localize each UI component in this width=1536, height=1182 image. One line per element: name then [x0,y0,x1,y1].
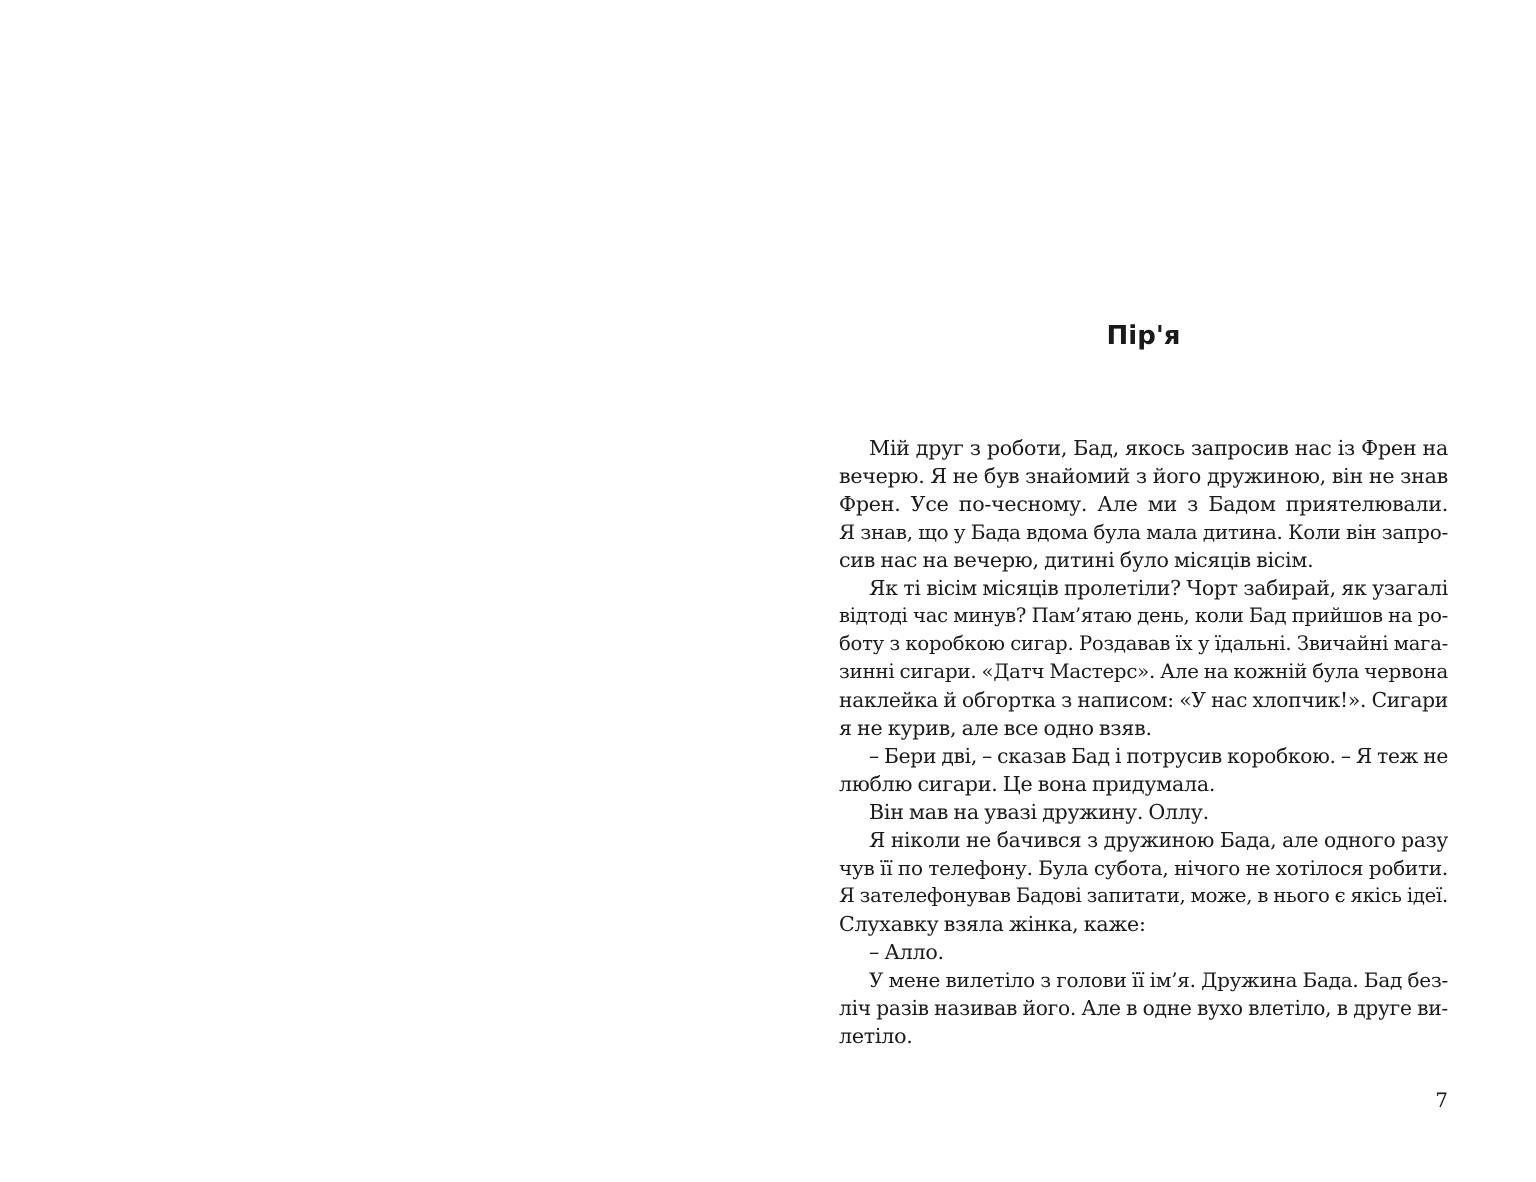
body-text [839,434,1448,1050]
text-line: У мене вилетіло з голови її ім’я. Дружина Бада. Бад без- [869,968,1448,992]
text-line: зинні сигари. «Датч Мастерс». Але на кожній була червона [839,660,1448,683]
text-line: люблю сигари. Це вона придумала. [839,772,1216,796]
text-line: сив нас на вечерю, дитині було місяців вісім. [839,548,1314,572]
text-line: – Алло. [869,940,944,964]
text-line: Мій друг з роботи, Бад, якось запросив нас із Френ на [869,436,1448,460]
text-line: Як ті вісім місяців пролетіли? Чорт забирай, як узагалі [869,576,1448,600]
text-line: чув її по телефону. Була субота, нічого не хотілося робити. [839,856,1448,880]
text-line: ліч разів називав його. Але в одне вухо влетіло, в друге ви- [839,996,1448,1020]
text-line: Френ. Усе по-чесному. Але ми з Бадом приятелювали. [839,492,1448,516]
text-line: Він мав на увазі дружину. Оллу. [869,800,1209,824]
chapter-title: Пір'я [1106,321,1181,351]
text-line: я не курив, але все одно взяв. [839,716,1152,740]
right-page [768,0,1536,1182]
text-line: Я зателефонував Бадові запитати, може, в нього є якісь ідеї. [839,884,1448,907]
text-line: Слухавку взяла жінка, каже: [839,912,1146,936]
text-line: вечерю. Я не був знайомий з його дружиною, він не знав [839,464,1448,488]
text-line: наклейка й обгортка з написом: «У нас хлопчик!». Сигари [839,688,1448,712]
text-line: боту з коробкою сигар. Роздавав їх у їдальні. Звичайні мага- [839,632,1448,655]
text-line: Я ніколи не бачився з дружиною Бада, але одного разу [869,828,1448,852]
text-line: відтоді час минув? Пам’ятаю день, коли Бад прийшов на ро- [839,604,1448,627]
text-line: летіло. [839,1024,913,1048]
text-line: Я знав, що у Бада вдома була мала дитина. Коли він запро- [839,520,1448,544]
text-line: – Бери дві, – сказав Бад і потрусив коробкою. – Я теж не [869,744,1449,768]
page-number: 7 [1435,1088,1448,1112]
